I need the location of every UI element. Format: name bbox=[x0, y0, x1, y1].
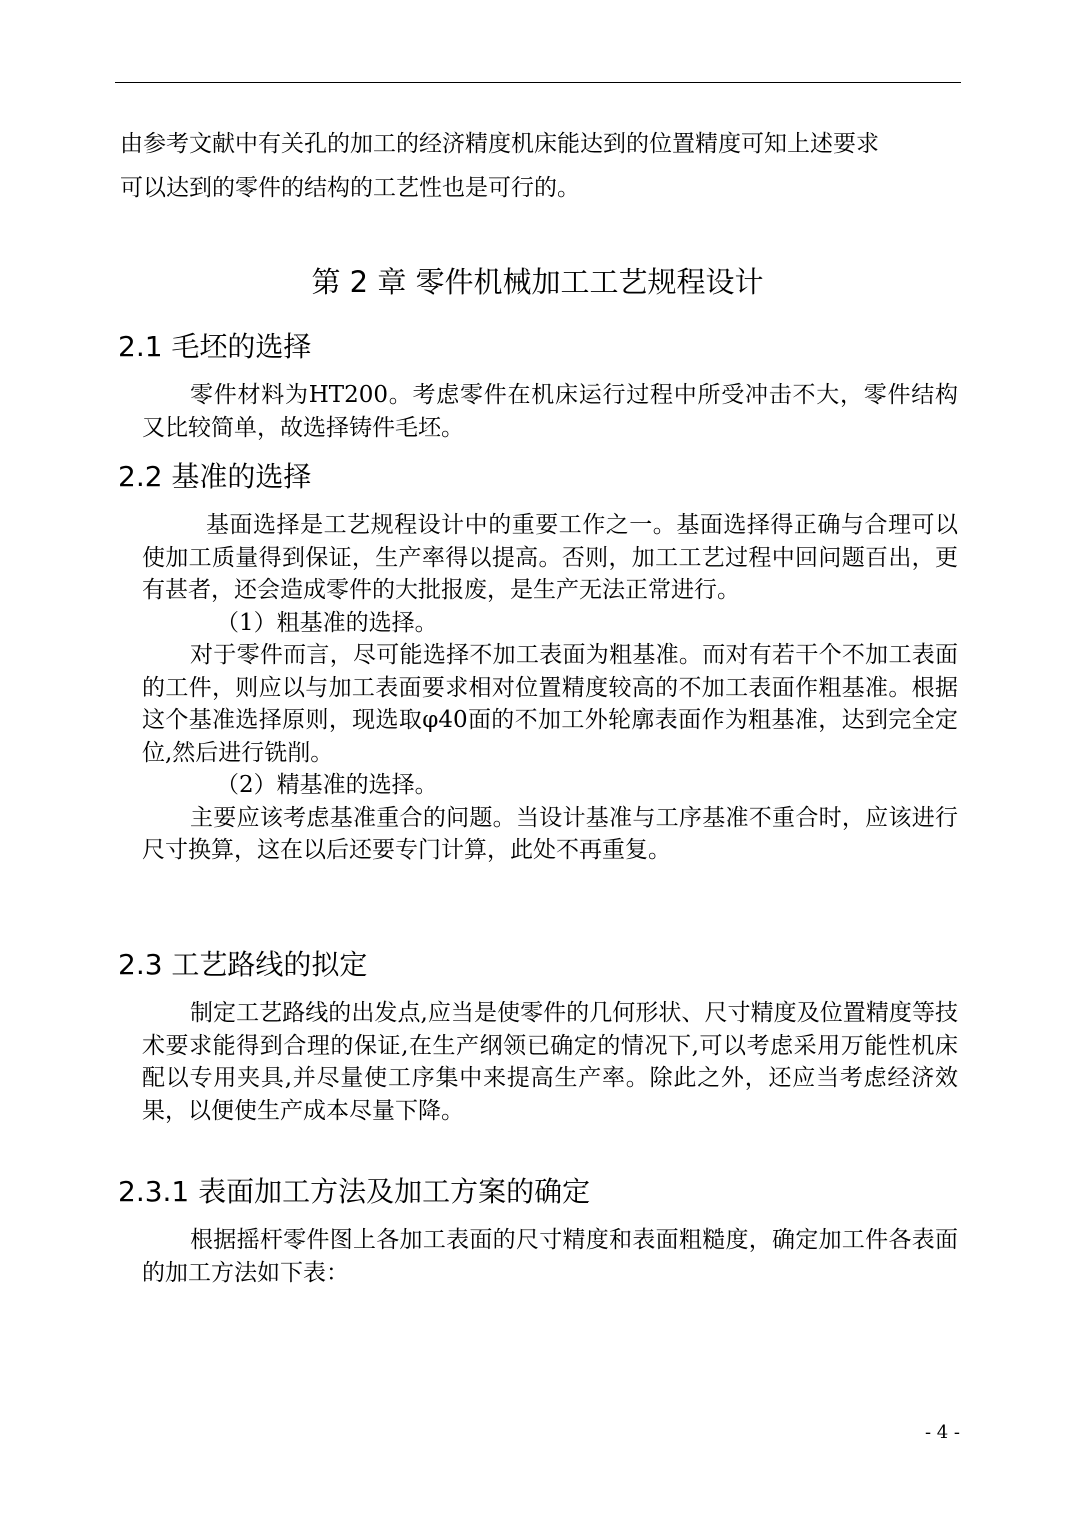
chapter-title: 第 2 章 零件机械加工工艺规程设计 bbox=[311, 265, 764, 299]
intro-line-2: 可以达到的零件的结构的工艺性也是可行的。 bbox=[120, 175, 580, 201]
header-rule bbox=[115, 82, 961, 83]
section-2-1-paragraph: 零件材料为HT200。考虑零件在机床运行过程中所受冲击不大，零件结构又比较简单，故选择铸件毛坯。 bbox=[142, 382, 958, 441]
section-2-2-enum-1: （1）粗基准的选择。 bbox=[216, 609, 438, 636]
section-2-2-paragraph-2: 对于零件而言，尽可能选择不加工表面为粗基准。而对有若干个不加工表面的工件，则应以与加工表面要求相对位置精度较高的不加工表面作粗基准。根据这个基准选择原则，现选取φ40面的不加工外轮廓表面作为粗基准，达到完全定位,然后进行铣削。 bbox=[142, 642, 958, 766]
section-2-3-body bbox=[142, 997, 958, 1127]
intro-line-1: 由参考文献中有关孔的加工的经济精度机床能达到的位置精度可知上述要求 bbox=[120, 131, 879, 157]
section-2-3-heading: 2.3 工艺路线的拟定 bbox=[118, 948, 368, 981]
section-2-2-enum-2: （2）精基准的选择。 bbox=[216, 772, 438, 798]
intro-paragraph bbox=[120, 122, 960, 210]
section-2-1-heading: 2.1 毛坯的选择 bbox=[118, 330, 312, 363]
section-2-3-paragraph: 制定工艺路线的出发点,应当是使零件的几何形状、尺寸精度及位置精度等技术要求能得到合理的保证,在生产纲领已确定的情况下,可以考虑采用万能性机床配以专用夹具,并尽量使工序集中来提高生产率。除此之外，还应当考虑经济效果，以便使生产成本尽量下降。 bbox=[142, 1000, 958, 1124]
page-number: - 4 - bbox=[924, 1422, 960, 1443]
section-2-3-1-paragraph: 根据摇杆零件图上各加工表面的尺寸精度和表面粗糙度，确定加工件各表面的加工方法如下表： bbox=[142, 1227, 958, 1286]
section-2-2-paragraph-3: 主要应该考虑基准重合的问题。当设计基准与工序基准不重合时，应该进行尺寸换算，这在以后还要专门计算，此处不再重复。 bbox=[142, 804, 958, 863]
section-2-1-body bbox=[142, 379, 958, 444]
section-2-3-1-heading: 2.3.1 表面加工方法及加工方案的确定 bbox=[118, 1175, 591, 1208]
section-2-2-heading: 2.2 基准的选择 bbox=[118, 460, 312, 493]
section-2-2-body bbox=[142, 509, 958, 867]
section-2-2-paragraph-1: 基面选择是工艺规程设计中的重要工作之一。基面选择得正确与合理可以使加工质量得到保证，生产率得以提高。否则，加工工艺过程中回问题百出，更有甚者，还会造成零件的大批报废，是生产无法正常进行。 bbox=[142, 512, 958, 603]
section-2-3-1-body bbox=[142, 1224, 958, 1289]
